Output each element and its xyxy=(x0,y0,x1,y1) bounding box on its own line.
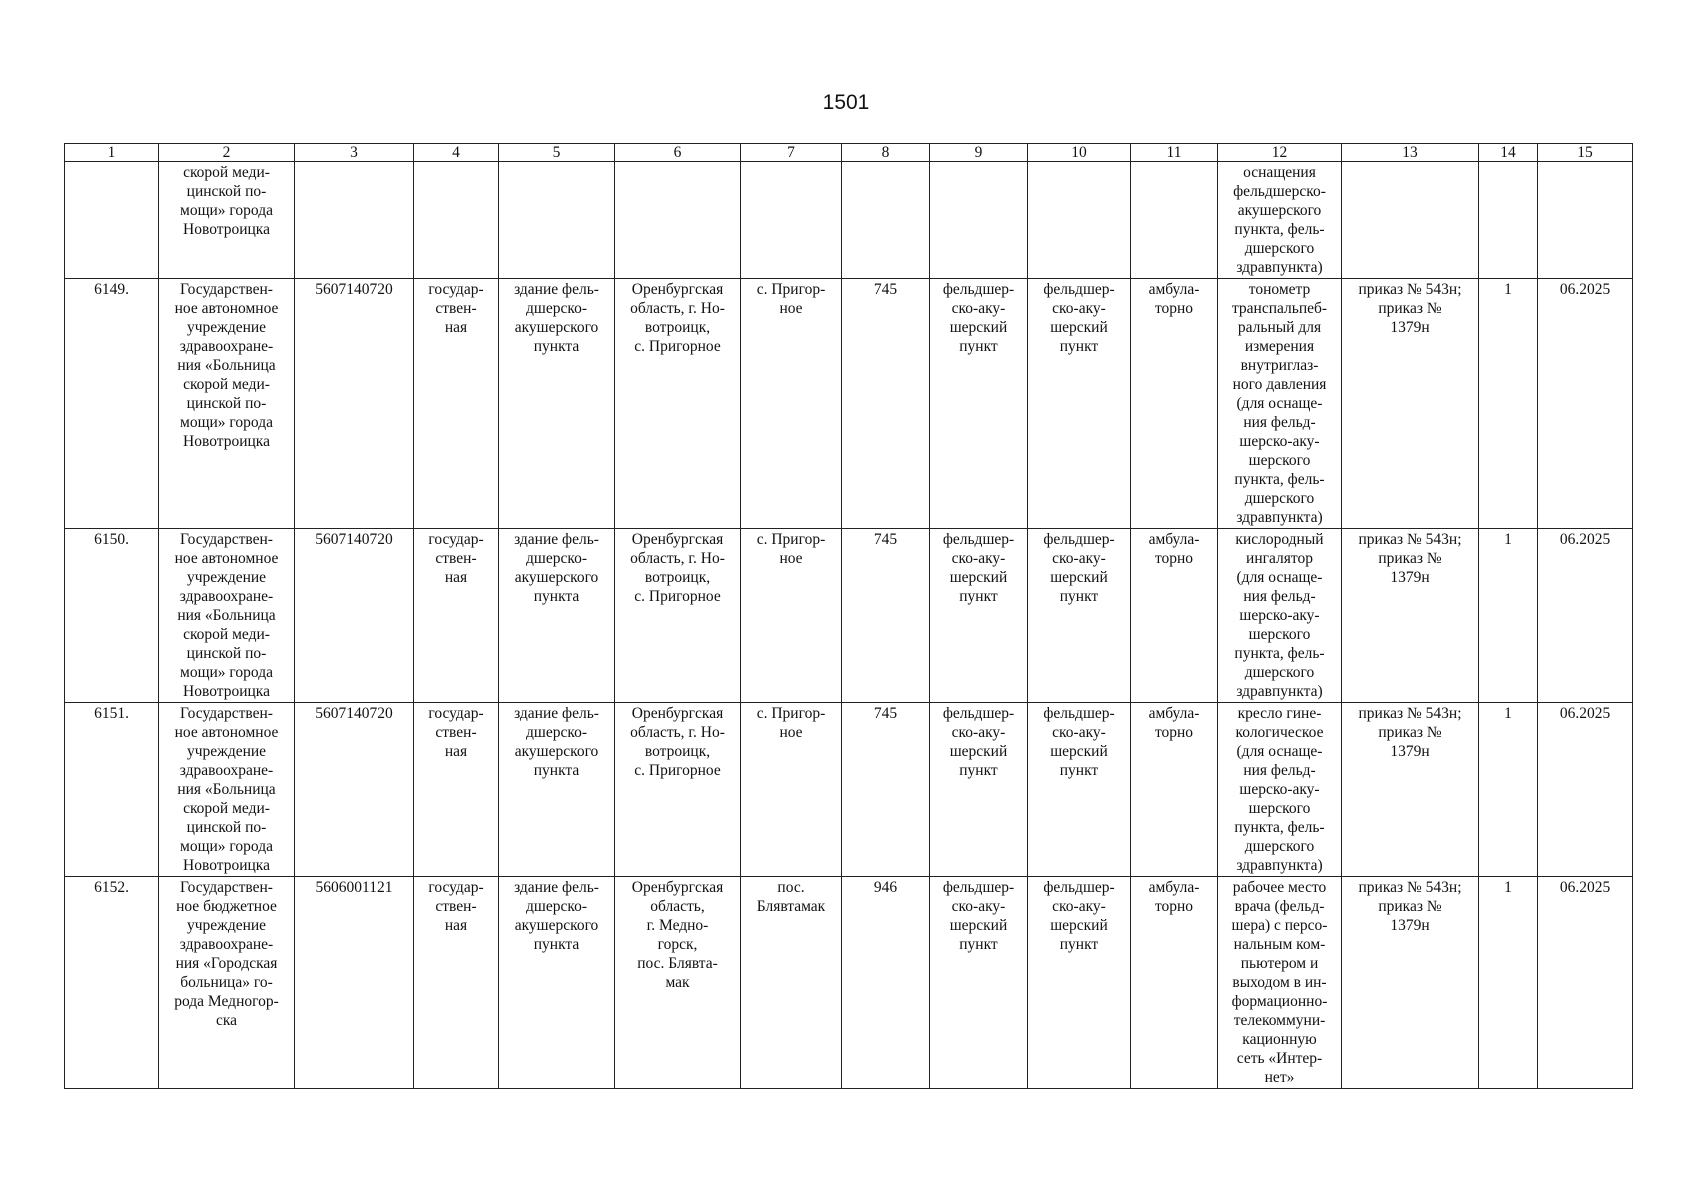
regulation: приказ № 543н; приказ № 1379н xyxy=(1342,877,1479,1089)
facility-subtype: фельдшер- ско-аку- шерский пункт xyxy=(1028,279,1131,529)
row-number: 6149. xyxy=(65,279,159,529)
continuation-row xyxy=(65,162,1633,279)
facility-type: фельдшер- ско-аку- шерский пункт xyxy=(930,279,1028,529)
column-number: 10 xyxy=(1028,144,1131,162)
registry-table xyxy=(64,143,1633,1089)
column-number: 3 xyxy=(295,144,414,162)
regulation: приказ № 543н; приказ № 1379н xyxy=(1342,279,1479,529)
table-row xyxy=(65,279,1633,529)
quantity: 1 xyxy=(1479,529,1538,703)
care-conditions: амбула- торно xyxy=(1131,529,1218,703)
inn: 5607140720 xyxy=(295,529,414,703)
ownership: государ- ствен- ная xyxy=(414,877,499,1089)
address: Оренбургская область, г. Но- вотроицк, с. Пригорное xyxy=(615,703,741,877)
quantity: 1 xyxy=(1479,703,1538,877)
ownership: государ- ствен- ная xyxy=(414,703,499,877)
cell xyxy=(930,162,1028,279)
cell xyxy=(1479,162,1538,279)
equipment-name: кислородный ингалятор (для оснаще- ния фельд- шерско-аку- шерского пункта, фель- дшерского здравпункта) xyxy=(1218,529,1342,703)
table-row xyxy=(65,529,1633,703)
address: Оренбургская область, г. Но- вотроицк, с. Пригорное xyxy=(615,529,741,703)
inn: 5607140720 xyxy=(295,279,414,529)
institution-name: Государствен- ное бюджетное учреждение здравоохране- ния «Городская больница» го- рода Медногор- ска xyxy=(159,877,295,1089)
cell xyxy=(414,162,499,279)
facility-type: фельдшер- ско-аку- шерский пункт xyxy=(930,529,1028,703)
column-number-row xyxy=(65,144,1633,162)
table-row xyxy=(65,703,1633,877)
column-number: 14 xyxy=(1479,144,1538,162)
facility-type: фельдшер- ско-аку- шерский пункт xyxy=(930,703,1028,877)
cell xyxy=(1028,162,1131,279)
cell xyxy=(1131,162,1218,279)
cell xyxy=(1538,162,1633,279)
due-date: 06.2025 xyxy=(1538,703,1633,877)
cell xyxy=(615,162,741,279)
regulation: приказ № 543н; приказ № 1379н xyxy=(1342,703,1479,877)
cell xyxy=(1342,162,1479,279)
table-row xyxy=(65,877,1633,1089)
row-number: 6150. xyxy=(65,529,159,703)
cell xyxy=(295,162,414,279)
facility-subtype: фельдшер- ско-аку- шерский пункт xyxy=(1028,703,1131,877)
facility-subtype: фельдшер- ско-аку- шерский пункт xyxy=(1028,529,1131,703)
building-type: здание фель- дшерско- акушерского пункта xyxy=(499,529,615,703)
row-number: 6152. xyxy=(65,877,159,1089)
equipment-name: оснащения фельдшерско- акушерского пункта, фель- дшерского здравпункта) xyxy=(1218,162,1342,279)
column-number: 4 xyxy=(414,144,499,162)
equipment-name: рабочее место врача (фельд- шера) с персо- нальным ком- пьютером и выходом в ин- формационно- телекоммуни- кационную сеть «Интер- нет» xyxy=(1218,877,1342,1089)
care-conditions: амбула- торно xyxy=(1131,703,1218,877)
settlement: с. Пригор- ное xyxy=(741,703,842,877)
due-date: 06.2025 xyxy=(1538,877,1633,1089)
column-number: 8 xyxy=(842,144,930,162)
building-type: здание фель- дшерско- акушерского пункта xyxy=(499,877,615,1089)
population: 745 xyxy=(842,703,930,877)
settlement: пос. Блявтамак xyxy=(741,877,842,1089)
facility-subtype: фельдшер- ско-аку- шерский пункт xyxy=(1028,877,1131,1089)
inn: 5606001121 xyxy=(295,877,414,1089)
due-date: 06.2025 xyxy=(1538,279,1633,529)
column-number: 2 xyxy=(159,144,295,162)
page-number: 1501 xyxy=(822,91,870,114)
institution-name: скорой меди- цинской по- мощи» города Новотроицка xyxy=(159,162,295,279)
ownership: государ- ствен- ная xyxy=(414,279,499,529)
regulation: приказ № 543н; приказ № 1379н xyxy=(1342,529,1479,703)
address: Оренбургская область, г. Но- вотроицк, с. Пригорное xyxy=(615,279,741,529)
column-number: 11 xyxy=(1131,144,1218,162)
column-number: 15 xyxy=(1538,144,1633,162)
population: 745 xyxy=(842,279,930,529)
column-number: 9 xyxy=(930,144,1028,162)
column-number: 7 xyxy=(741,144,842,162)
row-number: 6151. xyxy=(65,703,159,877)
column-number: 12 xyxy=(1218,144,1342,162)
column-number: 1 xyxy=(65,144,159,162)
institution-name: Государствен- ное автономное учреждение здравоохране- ния «Больница скорой меди- цинской по- мощи» города Новотроицка xyxy=(159,703,295,877)
quantity: 1 xyxy=(1479,279,1538,529)
institution-name: Государствен- ное автономное учреждение здравоохране- ния «Больница скорой меди- цинской по- мощи» города Новотроицка xyxy=(159,529,295,703)
settlement: с. Пригор- ное xyxy=(741,279,842,529)
institution-name: Государствен- ное автономное учреждение здравоохране- ния «Больница скорой меди- цинской по- мощи» города Новотроицка xyxy=(159,279,295,529)
facility-type: фельдшер- ско-аку- шерский пункт xyxy=(930,877,1028,1089)
address: Оренбургская область, г. Медно- горск, пос. Блявта- мак xyxy=(615,877,741,1089)
column-number: 5 xyxy=(499,144,615,162)
population: 946 xyxy=(842,877,930,1089)
inn: 5607140720 xyxy=(295,703,414,877)
cell xyxy=(499,162,615,279)
cell xyxy=(842,162,930,279)
ownership: государ- ствен- ная xyxy=(414,529,499,703)
column-number: 13 xyxy=(1342,144,1479,162)
equipment-name: тонометр транспальпеб- ральный для измерения внутриглаз- ного давления (для оснаще- ния фельд- шерско-аку- шерского пункта, фель- дшерского здравпункта) xyxy=(1218,279,1342,529)
cell xyxy=(741,162,842,279)
quantity: 1 xyxy=(1479,877,1538,1089)
settlement: с. Пригор- ное xyxy=(741,529,842,703)
building-type: здание фель- дшерско- акушерского пункта xyxy=(499,279,615,529)
care-conditions: амбула- торно xyxy=(1131,279,1218,529)
due-date: 06.2025 xyxy=(1538,529,1633,703)
population: 745 xyxy=(842,529,930,703)
column-number: 6 xyxy=(615,144,741,162)
equipment-name: кресло гине- кологическое (для оснаще- ния фельд- шерско-аку- шерского пункта, фель- дшерского здравпункта) xyxy=(1218,703,1342,877)
building-type: здание фель- дшерско- акушерского пункта xyxy=(499,703,615,877)
care-conditions: амбула- торно xyxy=(1131,877,1218,1089)
cell xyxy=(65,162,159,279)
